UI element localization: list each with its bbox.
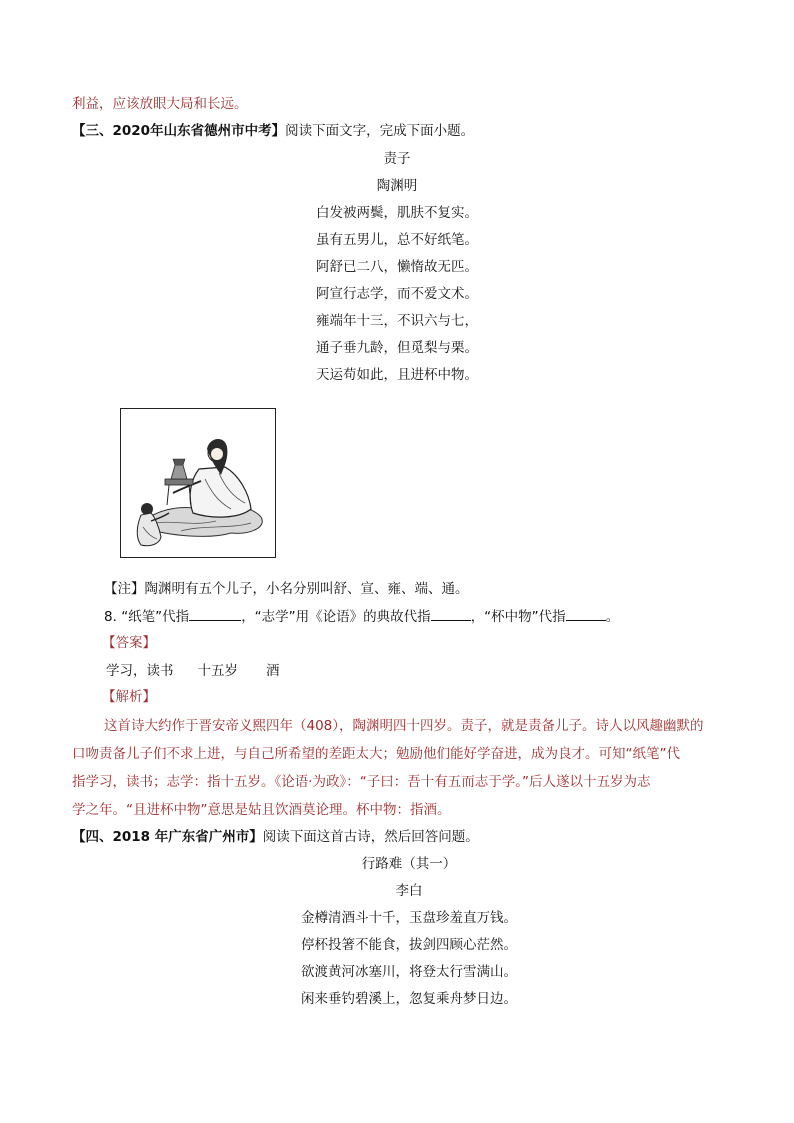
analysis-line: 学之年。“且进杯中物”意思是姑且饮酒莫论理。杯中物：指酒。 bbox=[72, 802, 451, 818]
answer-blank-2[interactable] bbox=[431, 608, 471, 621]
poem-title: 责子 bbox=[383, 151, 411, 167]
poet-illustration-drawing bbox=[121, 409, 275, 557]
poem2-line: 停杯投箸不能食，拔剑四顾心茫然。 bbox=[301, 937, 517, 953]
analysis-line: 这首诗大约作于晋安帝义熙四年（408），陶渊明四十四岁。责子，就是责备儿子。诗人以风趣幽默的 bbox=[104, 718, 704, 734]
section3-heading-line bbox=[72, 122, 474, 140]
answer-label: 【答案】 bbox=[102, 635, 156, 651]
question-number: 8. bbox=[104, 609, 117, 625]
intro-tail-text: 利益，应该放眼大局和长远。 bbox=[72, 96, 248, 112]
poem2-line: 金樽清酒斗十千，玉盘珍羞直万钱。 bbox=[301, 910, 517, 926]
answer-blank-3[interactable] bbox=[566, 608, 606, 621]
answer-item: 学习，读书 bbox=[106, 663, 174, 679]
analysis-line: 口吻责备儿子们不求上进，与自己所希望的差距太大；勉励他们能好学奋进，成为良才。可知“纸笔”代 bbox=[72, 746, 680, 762]
section4-heading-line bbox=[72, 828, 479, 846]
question-part3: ，“杯中物”代指 bbox=[470, 609, 566, 625]
answer-item: 十五岁 bbox=[197, 663, 238, 679]
poem2-author: 李白 bbox=[395, 883, 423, 899]
poem-line: 天运苟如此，且进杯中物。 bbox=[316, 367, 478, 383]
poem-line: 虽有五男儿，总不好纸笔。 bbox=[316, 232, 478, 248]
analysis-line: 指学习，读书；志学：指十五岁。《论语·为政》：“子曰：吾十有五而志于学。”后人遂以十五岁为志 bbox=[72, 774, 651, 790]
poet-illustration bbox=[120, 408, 276, 558]
answer-blank-1[interactable] bbox=[189, 608, 241, 621]
section3-instruction: 阅读下面文字，完成下面小题。 bbox=[285, 123, 475, 139]
poem2-line: 闲来垂钓碧溪上，忽复乘舟梦日边。 bbox=[301, 991, 517, 1007]
poem-line: 通子垂九龄，但觅梨与栗。 bbox=[316, 340, 478, 356]
poem2-line: 欲渡黄河冰塞川，将登太行雪满山。 bbox=[301, 964, 517, 980]
answer-item: 酒 bbox=[266, 663, 280, 679]
answer-items bbox=[106, 662, 280, 680]
poem-line: 白发被两鬓，肌肤不复实。 bbox=[316, 205, 478, 221]
poem-note: 【注】陶渊明有五个儿子，小名分别叫舒、宣、雍、端、通。 bbox=[104, 581, 469, 597]
poem-line: 雍端年十三，不识六与七， bbox=[316, 313, 478, 329]
poem-author: 陶渊明 bbox=[376, 178, 418, 194]
section4-heading: 【四、2018 年广东省广州市】 bbox=[72, 829, 263, 845]
poem-line: 阿宣行志学，而不爱文术。 bbox=[316, 286, 478, 302]
question-part2: ，“志学”用《论语》的典故代指 bbox=[241, 609, 431, 625]
analysis-label: 【解析】 bbox=[102, 689, 156, 705]
section3-heading: 【三、2020年山东省德州市中考】 bbox=[72, 123, 286, 139]
section4-instruction: 阅读下面这首古诗，然后回答问题。 bbox=[262, 829, 479, 845]
question-8 bbox=[104, 608, 619, 626]
question-part1: “纸笔”代指 bbox=[121, 609, 190, 625]
poem-line: 阿舒已二八，懒惰故无匹。 bbox=[316, 259, 478, 275]
poem2-title: 行路难（其一） bbox=[361, 856, 457, 872]
question-part4: 。 bbox=[605, 609, 620, 625]
